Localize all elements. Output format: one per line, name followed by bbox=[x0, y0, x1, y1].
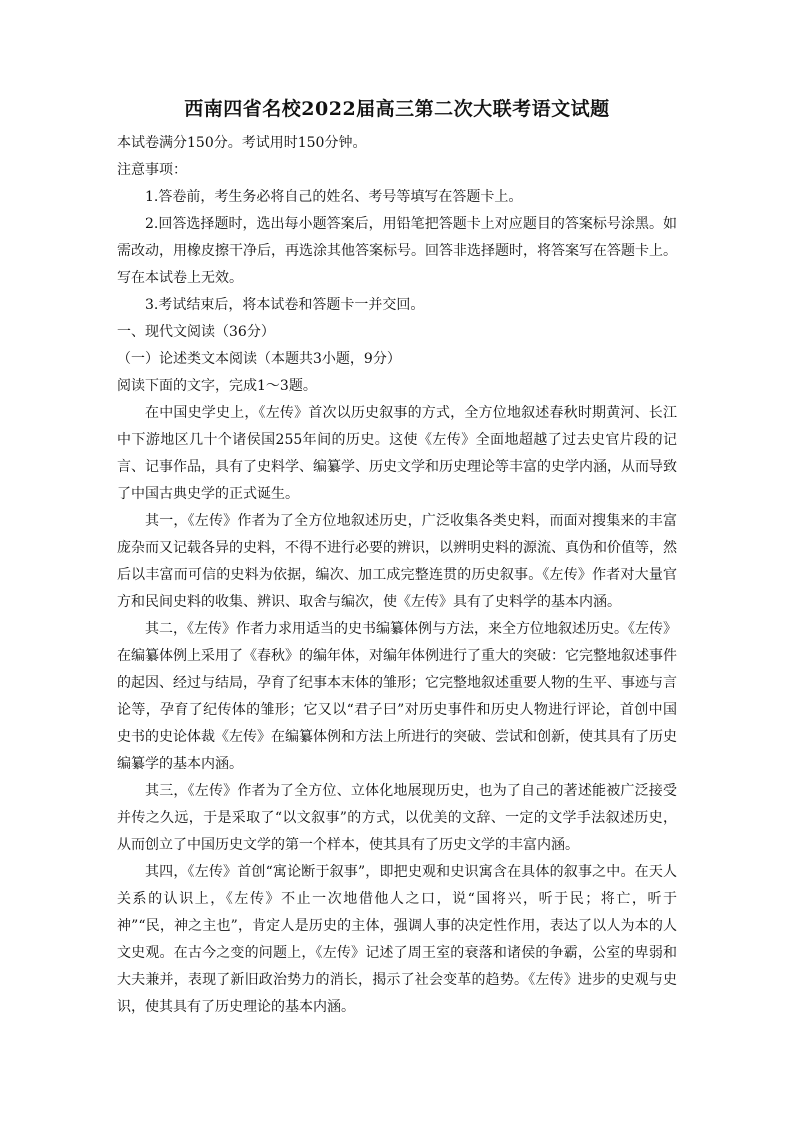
document-title: 西南四省名校2022届高三第二次大联考语文试题 bbox=[184, 98, 610, 120]
note-item: 2.回答选择题时，选出每小题答案后，用铅笔把答题卡上对应题目的答案标号涂黑。如需改动，用橡皮擦干净后，再选涂其他答案标号。回答非选择题时，将答案写在答题卡上。写在本试卷上无效。 bbox=[117, 216, 677, 286]
note-item: 1.答卷前，考生务必将自己的姓名、考号等填写在答题卡上。 bbox=[145, 189, 523, 205]
document-body bbox=[117, 130, 677, 1021]
exam-info: 本试卷满分150分。考试用时150分钟。 bbox=[117, 135, 367, 151]
passage-paragraph: 其二，《左传》作者力求用适当的史书编纂体例与方法，来全方位地叙述历史。《左传》在编纂体例上采用了《春秋》的编年体，对编年体例进行了重大的突破：它完整地叙述事件的起因、经过与结局，孕育了纪事本末体的雏形；它完整地叙述重要人物的生平、事迹与言论等，孕育了纪传体的雏形；它又以“君子曰”对历史事件和历史人物进行评论，首创中国史书的史论体裁《左传》在编纂体例和方法上所进行的突破、尝试和创新，使其具有了历史编纂学的基本内涵。 bbox=[117, 621, 677, 772]
passage-paragraph: 其一，《左传》作者为了全方位地叙述历史，广泛收集各类史料，而面对搜集来的丰富庞杂而又记载各异的史料，不得不进行必要的辨识，以辨明史料的源流、真伪和价值等，然后以丰富而可信的史料为依据，编次、加工成完整连贯的历史叙事。《左传》作者对大量官方和民间史料的收集、辨识、取舍与编次，使《左传》具有了史料学的基本内涵。 bbox=[117, 513, 677, 610]
reading-passage bbox=[117, 400, 677, 1021]
passage-paragraph: 其三，《左传》作者为了全方位、立体化地展现历史，也为了自己的著述能被广泛接受并传之久远，于是采取了“以文叙事”的方式，以优美的文辞、一定的文学手法叙述历史，从而创立了中国历史文学的第一个样本，使其具有了历史文学的丰富内涵。 bbox=[117, 783, 677, 853]
passage-paragraph: 其四，《左传》首创“寓论断于叙事”，即把史观和史识寓含在具体的叙事之中。在天人关系的认识上，《左传》不止一次地借他人之口，说“国将兴，听于民；将亡，听于神”“民，神之主也”，肯定人是历史的主体，强调人事的决定性作用，表达了以人为本的人文史观。在古今之变的问题上，《左传》记述了周王室的衰落和诸侯的争霸，公室的卑弱和大夫兼并，表现了新旧政治势力的消长，揭示了社会变革的趋势。《左传》进步的史观与史识，使其具有了历史理论的基本内涵。 bbox=[117, 864, 677, 1015]
subsection-heading: （一）论述类文本阅读（本题共3小题，9分） bbox=[117, 351, 401, 367]
reading-instruction: 阅读下面的文字，完成1～3题。 bbox=[117, 378, 317, 394]
passage-paragraph: 在中国史学史上，《左传》首次以历史叙事的方式，全方位地叙述春秋时期黄河、长江中下游地区几十个诸侯国255年间的历史。这使《左传》全面地超越了过去史官片段的记言、记事作品，具有了史料学、编纂学、历史文学和历史理论等丰富的史学内涵，从而导致了中国古典史学的正式诞生。 bbox=[117, 405, 677, 502]
notes-list bbox=[117, 184, 677, 319]
section-heading: 一、现代文阅读（36分） bbox=[117, 324, 275, 340]
notes-heading: 注意事项： bbox=[117, 162, 187, 178]
note-item: 3.考试结束后，将本试卷和答题卡一并交回。 bbox=[145, 297, 425, 313]
